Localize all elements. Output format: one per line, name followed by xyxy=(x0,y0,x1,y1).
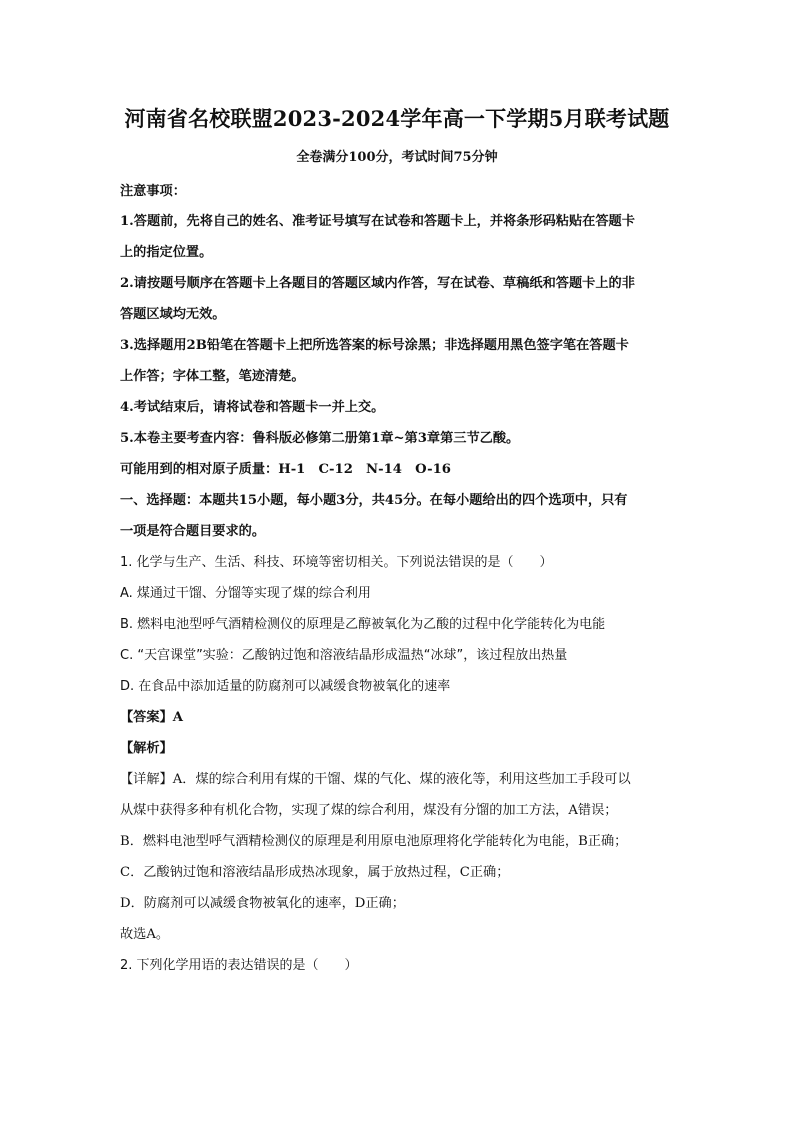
question-2-stem: 2. 下列化学用语的表达错误的是（ ） xyxy=(120,958,358,973)
notice-line: 1.答题前，先将自己的姓名、准考证号填写在试卷和答题卡上，并将条形码粘贴在答题卡 xyxy=(120,214,635,229)
notice-line: 2.请按题号顺序在答题卡上各题目的答题区域内作答，写在试卷、草稿纸和答题卡上的非 xyxy=(120,276,635,291)
question-1-option-c: C. “天宫课堂”实验：乙酸钠过饱和溶液结晶形成温热“冰球”，该过程放出热量 xyxy=(120,648,568,663)
question-1-detail: B．燃料电池型呼气酒精检测仪的原理是利用原电池原理将化学能转化为电能，B正确； xyxy=(120,834,628,849)
question-1-analysis-label: 【解析】 xyxy=(120,741,173,756)
page-title: 河南省名校联盟2023-2024学年高一下学期5月联考试题 xyxy=(124,106,670,131)
question-1-option-d: D. 在食品中添加适量的防腐剂可以减缓食物被氧化的速率 xyxy=(120,679,451,694)
notice-heading: 注意事项： xyxy=(120,184,186,199)
question-1-detail: C．乙酸钠过饱和溶液结晶形成热冰现象，属于放热过程，C正确； xyxy=(120,865,510,880)
question-1-option-b: B. 燃料电池型呼气酒精检测仪的原理是乙醇被氧化为乙酸的过程中化学能转化为电能 xyxy=(120,617,606,632)
notice-line: 上作答；字体工整，笔迹清楚。 xyxy=(120,369,305,384)
notice-line: 上的指定位置。 xyxy=(120,245,213,260)
section-heading: 一、选择题：本题共15小题，每小题3分，共45分。在每小题给出的四个选项中，只有 xyxy=(120,493,628,508)
notice-line: 3.选择题用2B铅笔在答题卡上把所选答案的标号涂黑；非选择题用黑色签字笔在答题卡 xyxy=(120,338,629,353)
question-1-option-a: A. 煤通过干馏、分馏等实现了煤的综合利用 xyxy=(120,586,371,601)
page-subtitle: 全卷满分100分，考试时间75分钟 xyxy=(296,150,498,165)
question-1-stem: 1. 化学与生产、生活、科技、环境等密切相关。下列说法错误的是（ ） xyxy=(120,555,553,570)
section-heading: 一项是符合题目要求的。 xyxy=(120,524,266,539)
question-1-detail: D．防腐剂可以减缓食物被氧化的速率，D正确； xyxy=(120,896,405,911)
notice-line: 5.本卷主要考查内容：鲁科版必修第二册第1章~第3章第三节乙酸。 xyxy=(120,431,520,446)
question-1-detail: 从煤中获得多种有机化合物，实现了煤的综合利用，煤没有分馏的加工方法，A错误； xyxy=(120,803,618,818)
question-1-answer: 【答案】A xyxy=(120,710,183,725)
notice-line: 4.考试结束后，请将试卷和答题卡一并上交。 xyxy=(120,400,385,415)
atomic-mass-line: 可能用到的相对原子质量：H-1 C-12 N-14 O-16 xyxy=(120,462,451,477)
question-1-detail: 【详解】A．煤的综合利用有煤的干馏、煤的气化、煤的液化等，利用这些加工手段可以 xyxy=(120,772,631,787)
question-1-conclusion: 故选A。 xyxy=(120,927,170,942)
notice-line: 答题区域均无效。 xyxy=(120,307,226,322)
